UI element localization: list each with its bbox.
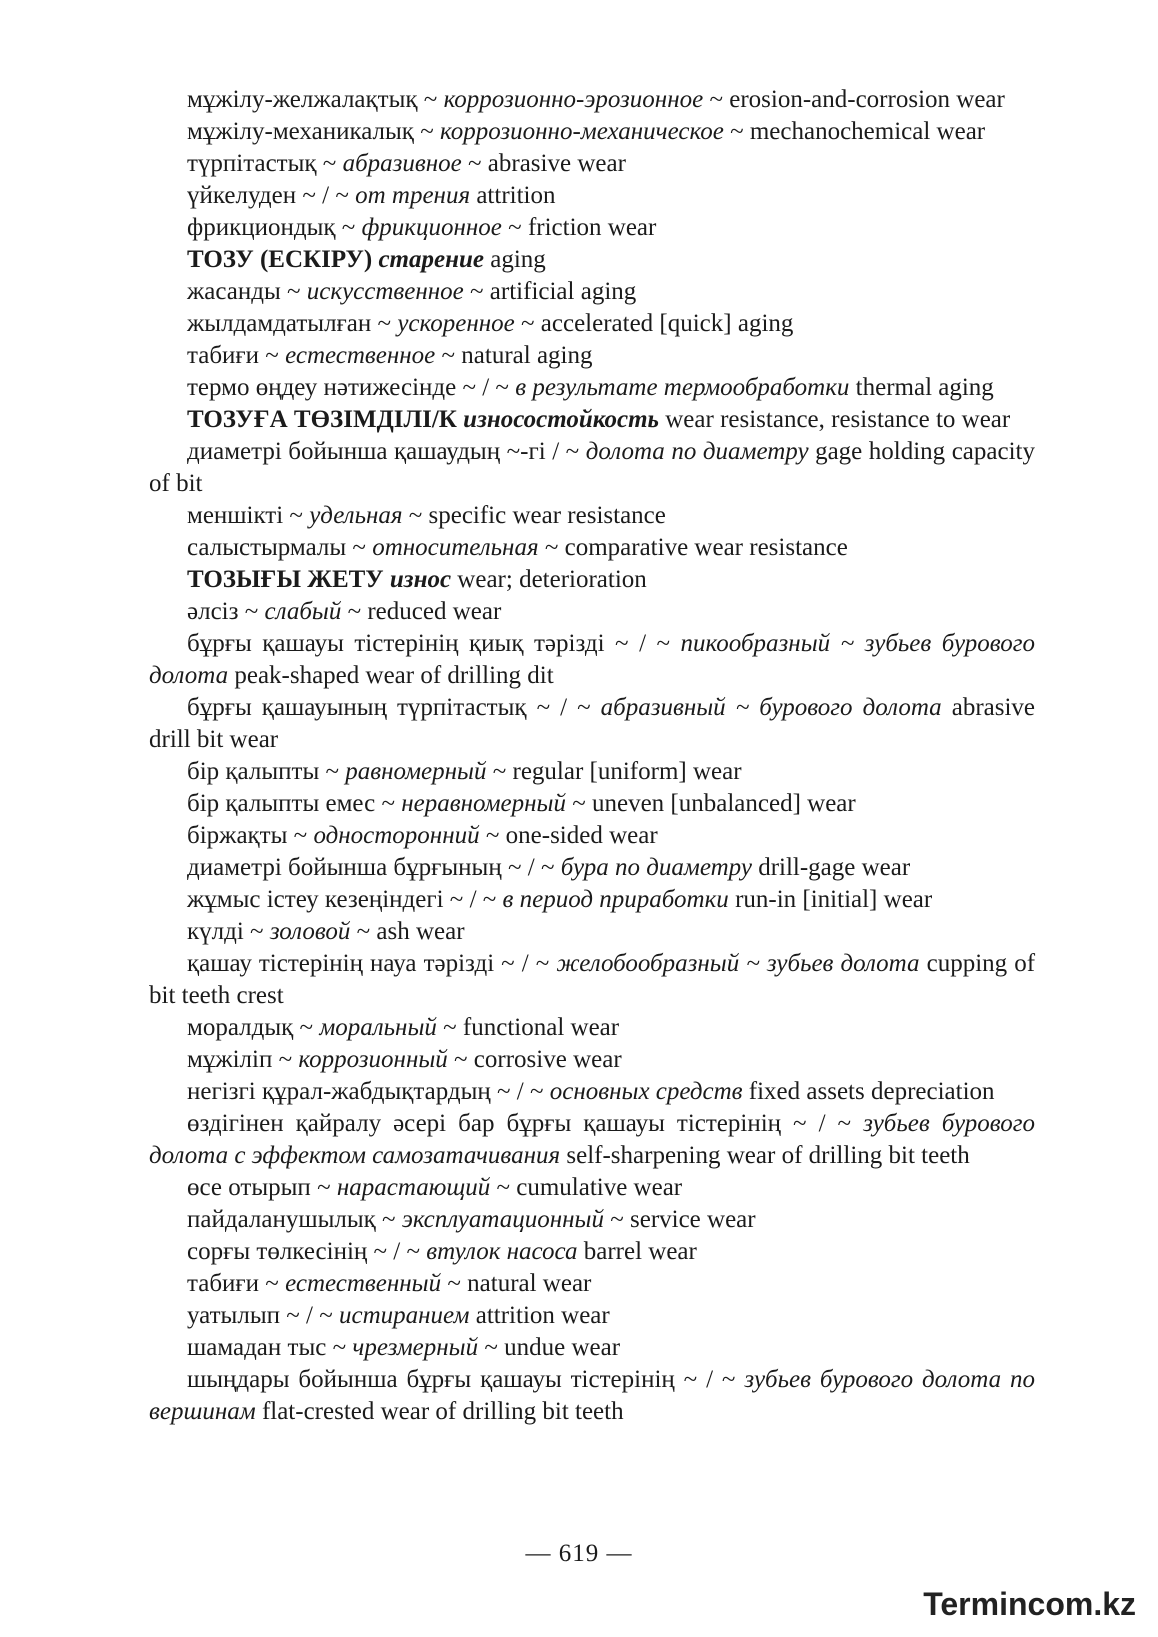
russian-term: нарастающий [336,1174,491,1201]
term-text: ~ erosion-and-corrosion wear [703,86,1005,113]
russian-term: односторонний [313,822,480,849]
term-text: мұжілу-желжалақтық ~ [187,86,444,113]
dictionary-entry [149,948,1035,1012]
term-text: ~ service wear [603,1206,756,1233]
dictionary-entry [149,1076,1035,1108]
russian-term: абразивный ~ бурового долота [600,694,942,721]
term-text: ~ ash wear [350,918,465,945]
term-text: ~ comparative wear resistance [538,534,848,561]
russian-term: золовой [269,918,351,945]
term-text: диаметрі бойынша қашаудың ~-гі / ~ [187,438,586,465]
russian-term: коррозионный [298,1046,448,1073]
russian-term: старение [378,246,484,273]
dictionary-entry [149,1268,1035,1300]
term-text: әлсіз ~ [187,598,265,625]
term-text: біржақты ~ [187,822,314,849]
dictionary-page [149,84,1035,1428]
dictionary-entry [149,1364,1035,1428]
russian-term: в результате термообработки [515,374,850,401]
term-text: ~ undue wear [478,1334,621,1361]
russian-term: коррозионно-эрозионное [443,86,704,113]
russian-term: от трения [355,182,471,209]
russian-term: слабый [264,598,342,625]
term-text: cupping of bit teeth crest [149,950,1036,1009]
term-text: attrition wear [469,1302,610,1329]
term-text: күлді ~ [187,918,270,945]
term-text: ~ functional wear [436,1014,620,1041]
term-text: уатылып ~ / ~ [187,1302,339,1329]
term-text: мұжілу-механикалық ~ [187,118,440,145]
russian-term: основных средств [549,1078,743,1105]
russian-term: долота по диаметру [585,438,809,465]
term-text: жасанды ~ [187,278,307,305]
russian-term: в период приработки [502,886,729,913]
term-text: wear; deterioration [451,566,647,593]
russian-term: пикообразный ~ зубьев бурового долота [149,630,1036,689]
term-text: ~ accelerated [quick] aging [514,310,794,337]
term-text: моралдық ~ [187,1014,320,1041]
dictionary-entry [149,1300,1035,1332]
term-text: ~ mechanochemical wear [723,118,986,145]
russian-term: желобообразный ~ зубьев долота [556,950,920,977]
term-text: қашау тістерінің науа тәрізді ~ / ~ [187,950,557,977]
term-text: self-sharpening wear of drilling bit teeth [560,1142,970,1169]
dictionary-entry [149,340,1035,372]
russian-term: равномерный [345,758,487,785]
headword: ТОЗЫҒЫ ЖЕТУ [187,566,390,593]
dictionary-entry [149,596,1035,628]
term-text: түрпітастық ~ [187,150,343,177]
term-text: gage holding capacity of bit [149,438,1035,497]
page-number: — 619 — [525,1540,633,1567]
headword: ТОЗУҒА ТӨЗІМДІЛІ/К [187,406,464,433]
term-text: run-in [initial] wear [728,886,933,913]
term-text: ~ specific wear resistance [402,502,666,529]
russian-term: зубьев бурового долота по вершинам [149,1366,1036,1425]
term-text: табиғи ~ [187,342,286,369]
dictionary-entry [149,212,1035,244]
russian-term: естественное [285,342,436,369]
term-text: ~ one-sided wear [479,822,658,849]
dictionary-entry [149,404,1035,436]
dictionary-entry [149,1332,1035,1364]
term-text: peak-shaped wear of drilling dit [228,662,554,689]
dictionary-entry [149,116,1035,148]
dictionary-entry [149,436,1035,500]
russian-term: чрезмерный [352,1334,479,1361]
term-text: ~ natural wear [441,1270,592,1297]
term-text: салыстырмалы ~ [187,534,373,561]
dictionary-entry [149,500,1035,532]
russian-term: истиранием [339,1302,470,1329]
dictionary-entry [149,180,1035,212]
term-text: сорғы төлкесінің ~ / ~ [187,1238,427,1265]
dictionary-entry [149,244,1035,276]
dictionary-entry [149,692,1035,756]
dictionary-entry [149,1108,1035,1172]
dictionary-entry [149,1044,1035,1076]
russian-term: втулок насоса [426,1238,578,1265]
dictionary-entry [149,628,1035,692]
russian-term: зубьев бурового долота с эффектом самозатачивания [149,1110,1035,1169]
dictionary-entry [149,308,1035,340]
term-text: негізгі құрал-жабдықтардың ~ / ~ [187,1078,550,1105]
term-text: жылдамдатылған ~ [187,310,398,337]
dictionary-entry [149,820,1035,852]
dictionary-entry [149,564,1035,596]
dictionary-entry [149,1012,1035,1044]
term-text: thermal aging [849,374,994,401]
term-text: диаметрі бойынша бұрғының ~ / ~ [187,854,561,881]
term-text: ~ uneven [unbalanced] wear [565,790,856,817]
term-text: өздігінен қайралу әсері бар бұрғы қашауы тістерінің ~ / ~ [187,1110,864,1137]
dictionary-entry [149,852,1035,884]
dictionary-entry [149,84,1035,116]
dictionary-entry [149,916,1035,948]
term-text: fixed assets depreciation [742,1078,995,1105]
dictionary-entry [149,788,1035,820]
russian-term: коррозионно-механическое [439,118,724,145]
term-text: ~ abrasive wear [461,150,626,177]
term-text: ~ natural aging [435,342,593,369]
watermark-text: Termincom.kz [923,1586,1136,1622]
russian-term: износостойкость [463,406,659,433]
term-text: barrel wear [577,1238,697,1265]
term-text: шыңдары бойынша бұрғы қашауы тістерінің ~ / ~ [187,1366,745,1393]
term-text: бұрғы қашауы тістерінің қиық тәрізді ~ / ~ [187,630,681,657]
term-text: ~ artificial aging [463,278,637,305]
term-text: ~ cumulative wear [490,1174,683,1201]
dictionary-entry [149,148,1035,180]
term-text: wear resistance, resistance to wear [659,406,1011,433]
dictionary-entry [149,756,1035,788]
term-text: ~ corrosive wear [447,1046,622,1073]
term-text: ~ friction wear [501,214,657,241]
russian-term: относительная [372,534,539,561]
headword: ТОЗУ (ЕСКІРУ) [187,246,379,273]
term-text: үйкелуден ~ / ~ [187,182,356,209]
term-text: drill-gage wear [751,854,911,881]
russian-term: эксплуатационный [401,1206,604,1233]
russian-term: абразивное [342,150,462,177]
term-text: табиғи ~ [187,1270,286,1297]
dictionary-entry [149,532,1035,564]
term-text: жұмыс істеу кезеңіндегі ~ / ~ [187,886,503,913]
dictionary-entry [149,276,1035,308]
russian-term: естественный [285,1270,442,1297]
term-text: меншікті ~ [187,502,310,529]
dictionary-entry [149,884,1035,916]
term-text: бір қалыпты емес ~ [187,790,402,817]
russian-term: удельная [309,502,403,529]
term-text: фрикциондық ~ [187,214,362,241]
dictionary-entry [149,372,1035,404]
term-text: бұрғы қашауының түрпітастық ~ / ~ [187,694,601,721]
dictionary-entry [149,1172,1035,1204]
term-text: abrasive drill bit wear [149,694,1036,753]
term-text: flat-crested wear of drilling bit teeth [255,1398,624,1425]
term-text: шамадан тыс ~ [187,1334,353,1361]
russian-term: износ [389,566,452,593]
russian-term: бура по диаметру [560,854,752,881]
russian-term: ускоренное [397,310,515,337]
term-text: бір қалыпты ~ [187,758,346,785]
term-text: ~ reduced wear [341,598,502,625]
term-text: пайдаланушылық ~ [187,1206,402,1233]
term-text: термо өңдеу нәтижесінде ~ / ~ [187,374,516,401]
russian-term: искусственное [306,278,464,305]
term-text: aging [483,246,546,273]
russian-term: моральный [319,1014,437,1041]
russian-term: фрикционное [361,214,502,241]
dictionary-entry [149,1236,1035,1268]
russian-term: неравномерный [401,790,566,817]
term-text: мұжіліп ~ [187,1046,299,1073]
termincom-watermark-logo [923,1586,1136,1623]
term-text: attrition [470,182,556,209]
term-text: ~ regular [uniform] wear [486,758,742,785]
term-text: өсе отырып ~ [187,1174,337,1201]
dictionary-entry [149,1204,1035,1236]
